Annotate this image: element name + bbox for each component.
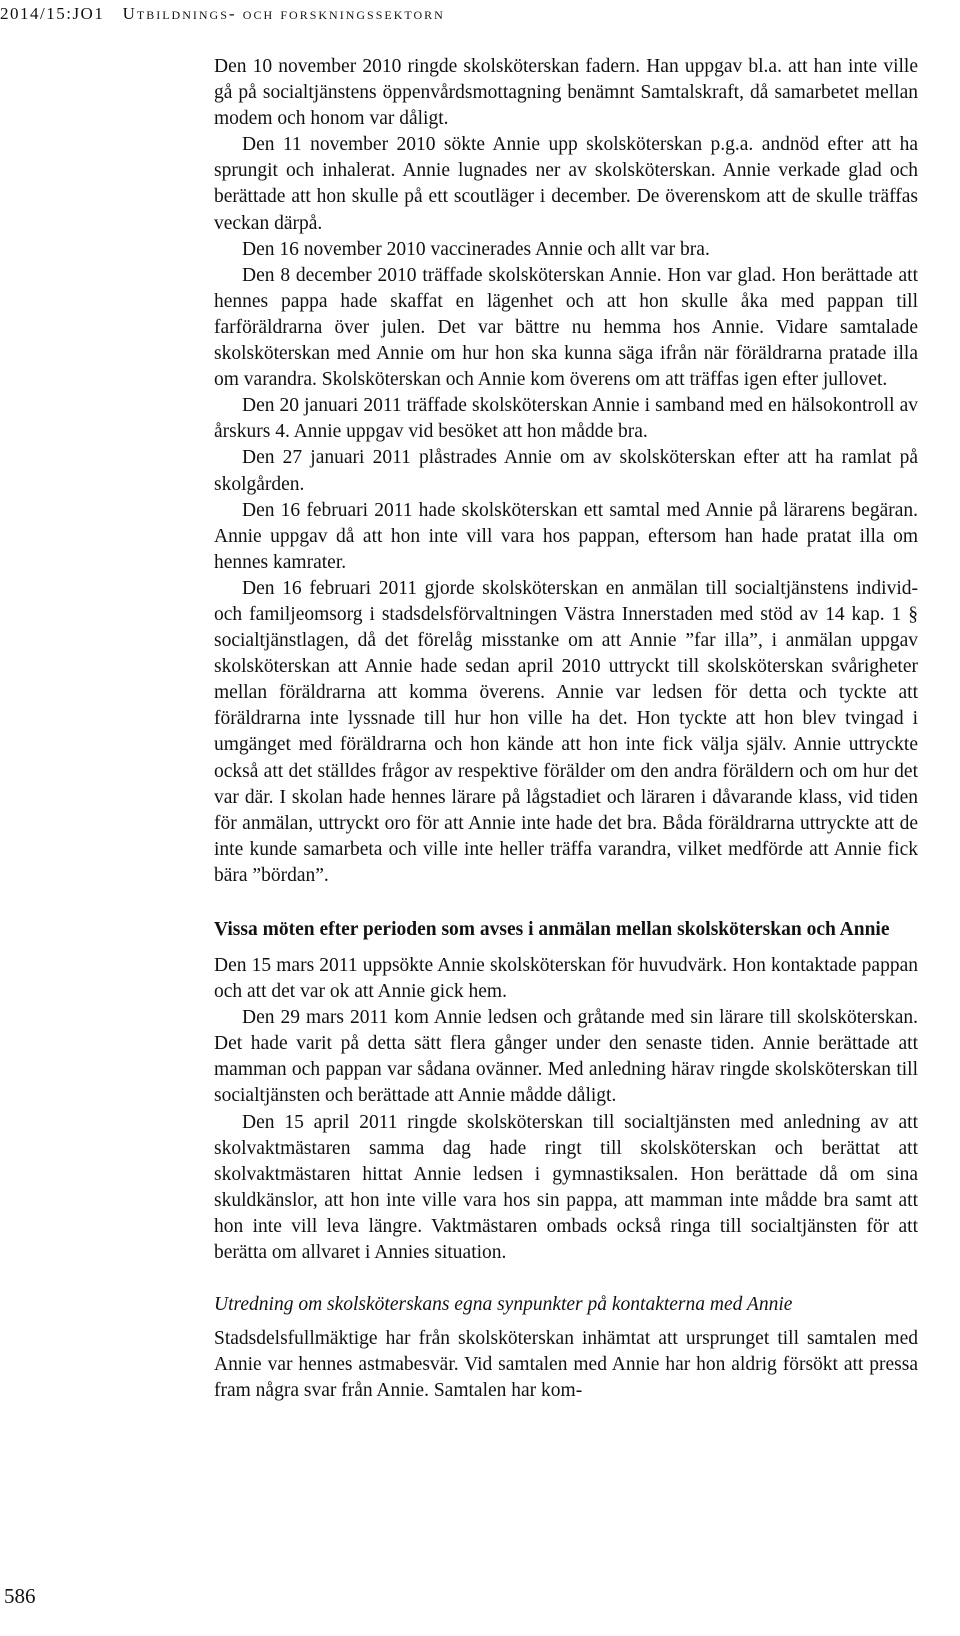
page-number: 586 xyxy=(4,1584,36,1608)
body-paragraph: Den 20 januari 2011 träffade skolsköterskan Annie i samband med en hälsokontroll av årskurs 4. Annie uppgav vid besöket att hon mådde bra. xyxy=(214,395,918,443)
body-paragraph: Den 29 mars 2011 kom Annie ledsen och gråtande med sin lärare till skolsköterskan. Det hade varit på detta sätt flera gånger under den senaste tiden. Annie berättade att mamman och pappan var sådana ovänner. Med anledning härav ringde skolsköterskan till socialtjänsten och berättade att Annie mådde dåligt. xyxy=(214,1007,918,1107)
document-body xyxy=(214,54,918,1404)
body-paragraph: Den 27 januari 2011 plåstrades Annie om av skolsköterskan efter att ha ramlat på skolgården. xyxy=(214,447,918,495)
document-code: 2014/15:JO1 xyxy=(0,4,105,23)
section-title: Utbildnings- och forskningssektorn xyxy=(122,4,445,23)
body-paragraph: Den 10 november 2010 ringde skolsköterskan fadern. Han uppgav bl.a. att han inte ville gå på socialtjänstens öppenvårdsmottagning benämnt Samtalskraft, då samarbetet mellan modem och honom var dåligt. xyxy=(214,56,918,130)
running-header xyxy=(0,0,445,28)
body-paragraph: Den 11 november 2010 sökte Annie upp skolsköterskan p.g.a. andnöd efter att ha sprungit och inhalerat. Annie lugnades ner av skolsköterskan. Annie verkade glad och berättade att hon skulle på ett scoutläger i december. De överenskom att de skulle träffas veckan därpå. xyxy=(214,134,918,234)
body-paragraph: Den 15 april 2011 ringde skolsköterskan till socialtjänsten med anledning av att skolvaktmästaren samma dag hade ringt till skolsköterskan och berättat att skolvaktmästaren hittat Annie ledsen i gymnastiksalen. Hon berättade då om sina skuldkänslor, att hon inte ville vara hos sin pappa, att mamman inte mådde bra samt att hon inte vill leva längre. Vaktmästaren ombads också ringa till socialtjänsten för att berätta om allvaret i Annies situation. xyxy=(214,1111,918,1264)
body-paragraph: Den 16 februari 2011 hade skolsköterskan ett samtal med Annie på lärarens begäran. Annie uppgav då att hon inte vill vara hos pappan, eftersom han hade pratat illa om hennes kamrater. xyxy=(214,499,918,573)
section-heading: Vissa möten efter perioden som avses i anmälan mellan skolsköterskan och Annie xyxy=(214,919,890,940)
body-paragraph: Den 8 december 2010 träffade skolsköterskan Annie. Hon var glad. Hon berättade att hennes pappa hade skaffat en lägenhet och att hon skulle åka med pappan till farföräldrarna över julen. Det var bättre nu hemma hos Annie. Vidare samtalade skolsköterskan med Annie om hur hon ska kunna säga ifrån när föräldrarna pratade illa om varandra. Skolsköterskan och Annie kom överens om att träffas igen efter jullovet. xyxy=(214,264,918,391)
body-paragraph: Den 15 mars 2011 uppsökte Annie skolsköterskan för huvudvärk. Hon kontaktade pappan och att det var ok att Annie gick hem. xyxy=(214,955,918,1003)
body-paragraph: Stadsdelsfullmäktige har från skolsköterskan inhämtat att ursprunget till samtalen med Annie var hennes astmabesvär. Vid samtalen med Annie har hon aldrig försökt att pressa fram några svar från Annie. Samtalen har kom- xyxy=(214,1328,918,1402)
body-paragraph: Den 16 november 2010 vaccinerades Annie och allt var bra. xyxy=(242,238,710,260)
body-paragraph: Den 16 februari 2011 gjorde skolsköterskan en anmälan till socialtjänstens individ- och familjeomsorg i stadsdelsförvaltningen Västra Innerstaden med stöd av 14 kap. 1 § socialtjänstlagen, då det förelåg misstanke om att Annie ”far illa”, i anmälan uppgav skolsköterskan att Annie hade sedan april 2010 uttryckt till skolsköterskan svårigheter mellan föräldrarna att komma överens. Annie var ledsen för detta och tyckte att föräldrarna inte lyssnade till hur hon ville ha det. Hon tyckte att hon blev tvingad i umgänget med föräldrarna och hon kände att hon inte fick välja själv. Annie uttryckte också att det ställdes frågor av respektive förälder om den andra föräldern och om hur det var där. I skolan hade hennes lärare på lågstadiet och läraren i dåvarande klass, vid tiden för anmälan, uttryckt oro för att Annie inte hade det bra. Båda föräldrarna uttryckte att de inte kunde samarbeta och ville inte heller träffa varandra, vilket medförde att Annie fick bära ”bördan”. xyxy=(214,577,918,886)
subsection-heading: Utredning om skolsköterskans egna synpunkter på kontakterna med Annie xyxy=(214,1294,793,1316)
